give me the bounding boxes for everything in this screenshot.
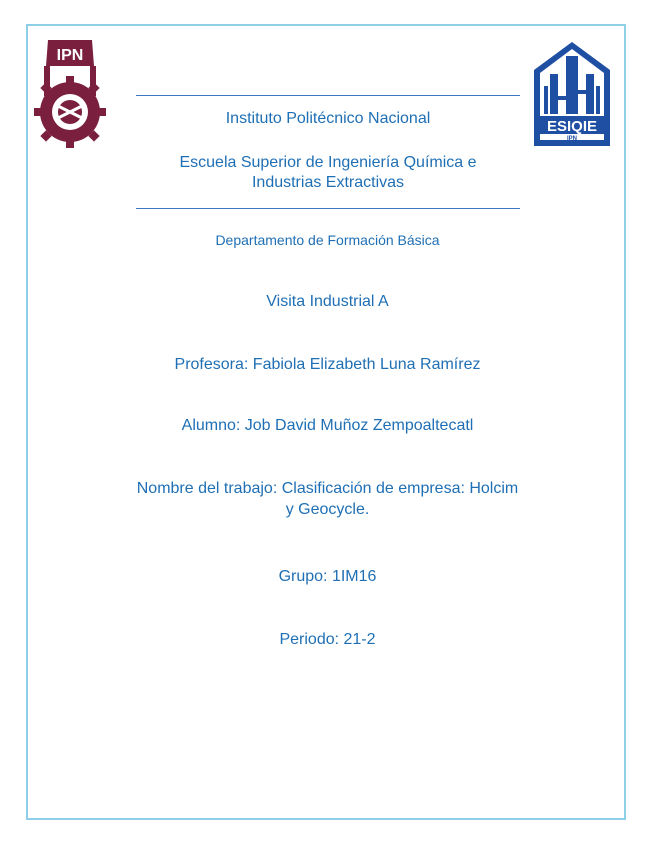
department-name: Departamento de Formación Básica: [215, 232, 440, 248]
subject-title: Visita Industrial A: [266, 293, 389, 310]
student-name: Alumno: Job David Muñoz Zempoaltecatl: [181, 417, 474, 434]
work-title-line-1: Nombre del trabajo: Clasificación de empresa: Holcim: [136, 480, 519, 497]
work-title-line-2: y Geocycle.: [285, 501, 370, 518]
header-rule-bottom: [136, 208, 520, 209]
esiqie-logo-icon: [530, 40, 614, 148]
header-rule-top: [136, 95, 520, 96]
institute-name: Instituto Politécnico Nacional: [225, 110, 431, 127]
school-name: [136, 153, 520, 193]
esiqie-logo-text: ESIQIE: [546, 118, 598, 135]
school-name-line-1: Escuela Superior de Ingeniería Química e: [179, 154, 477, 171]
professor-name: Profesora: Fabiola Elizabeth Luna Ramírez: [174, 356, 481, 373]
period-label: Periodo: 21-2: [279, 631, 376, 648]
group-label: Grupo: 1IM16: [278, 568, 377, 585]
work-title: [0, 478, 655, 520]
ipn-logo-icon: [30, 36, 110, 158]
school-name-line-2: Industrias Extractivas: [251, 174, 405, 191]
esiqie-logo-subtext: IPN: [566, 136, 578, 142]
ipn-logo-text: IPN: [56, 47, 84, 64]
